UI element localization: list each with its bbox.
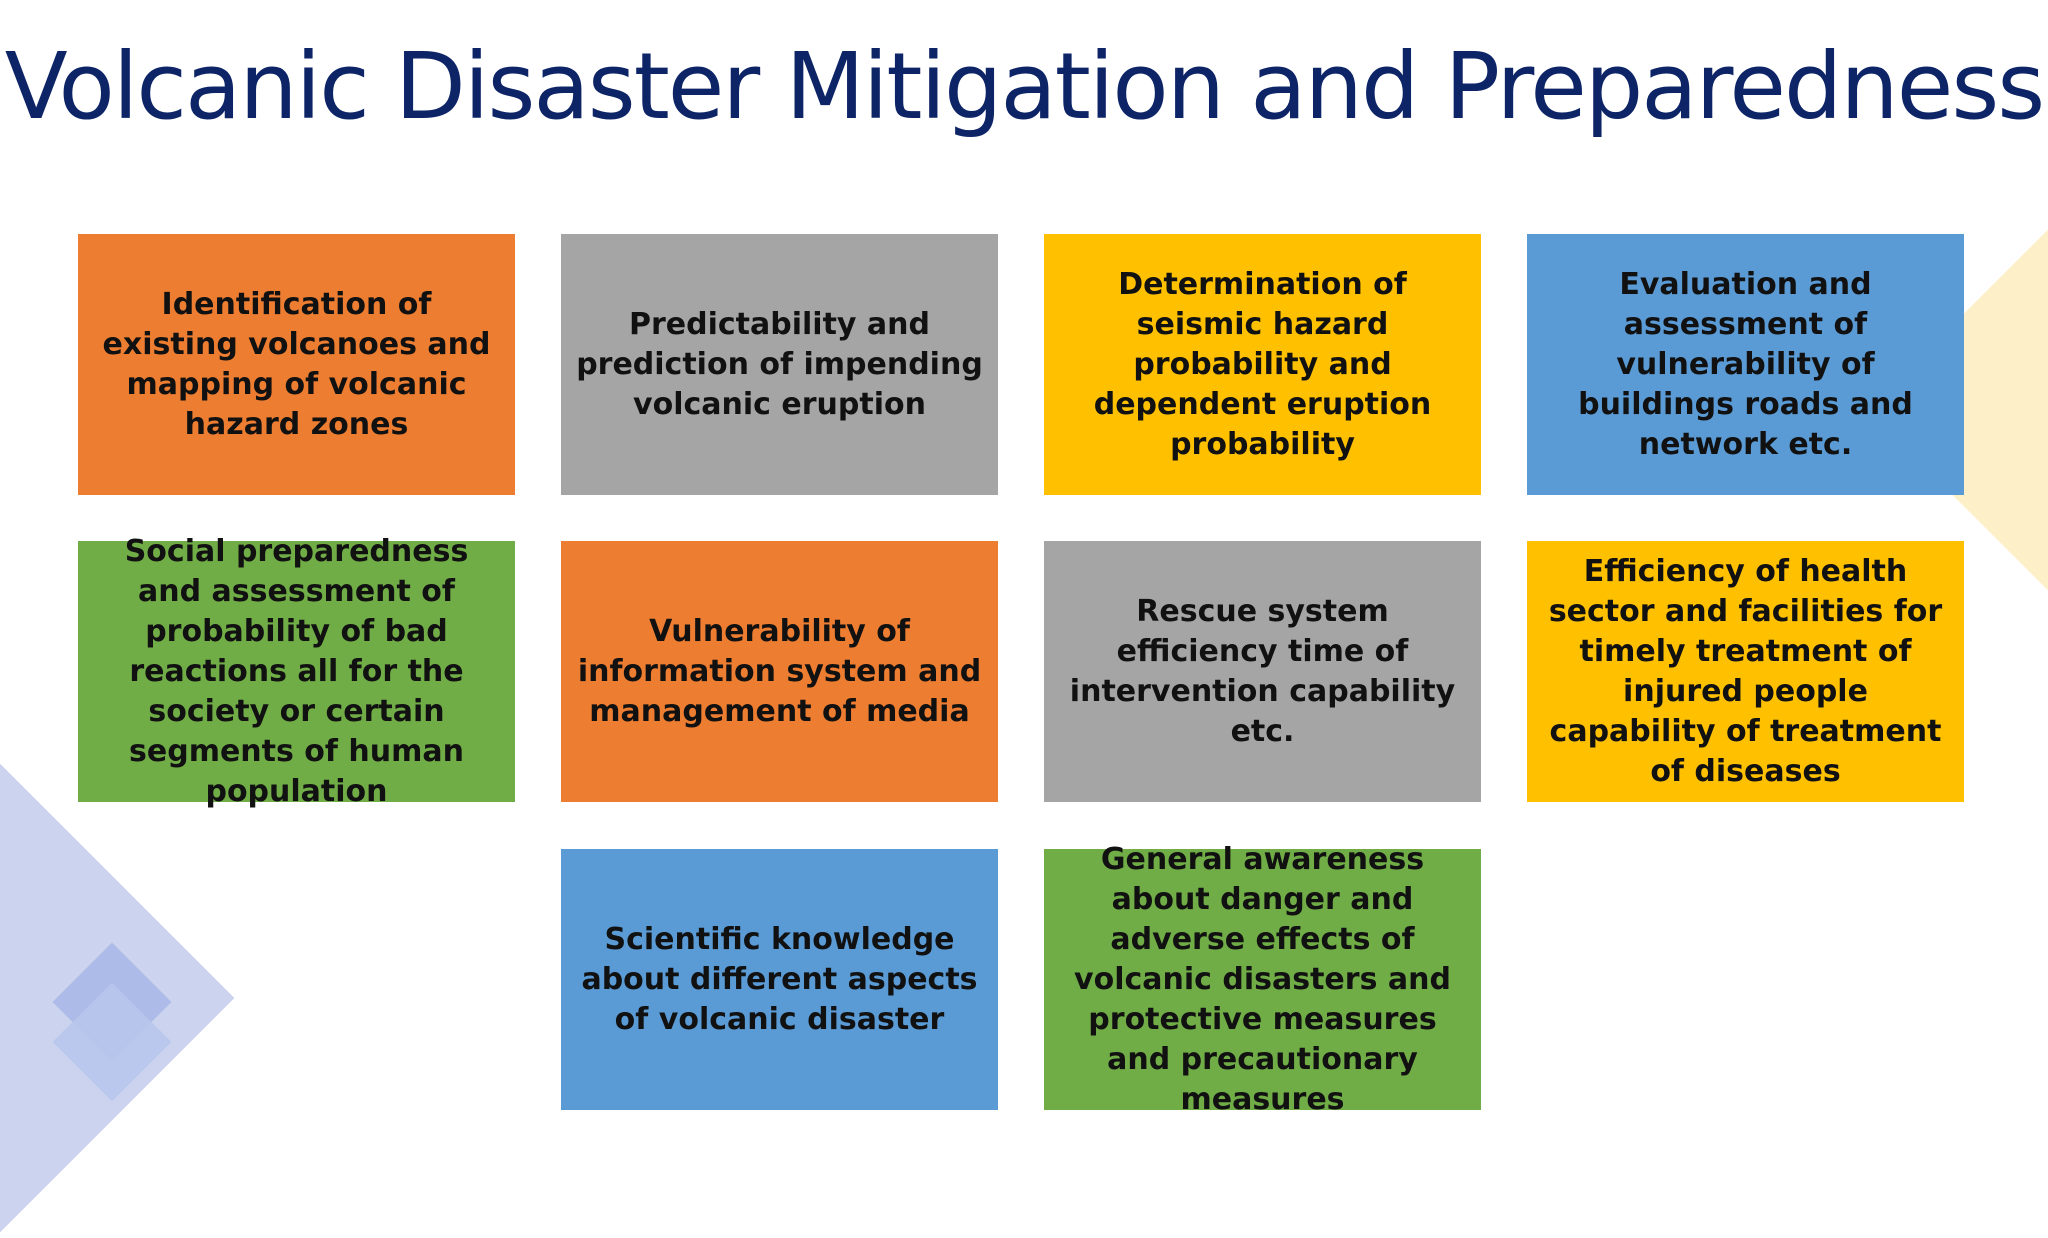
tile-scientific-knowledge	[561, 849, 998, 1110]
tile-label: Efficiency of health sector and facilities for timely treatment of injured people capability of treatment of diseases	[1548, 553, 1943, 789]
tile-label: Evaluation and assessment of vulnerability of buildings roads and network etc.	[1578, 266, 1913, 462]
tile-label: General awareness about danger and adverse effects of volcanic disasters and protective measures and precautionary measures	[1074, 841, 1451, 1117]
tile-social-preparedness	[78, 533, 515, 809]
tile-identification-of-volcanoes	[78, 234, 515, 495]
tile-rescue-system-efficiency	[1044, 541, 1481, 802]
tile-label: Scientific knowledge about different aspects of volcanic disaster	[581, 921, 978, 1037]
tile-label: Identification of existing volcanoes and mapping of volcanic hazard zones	[102, 286, 491, 442]
tile-seismic-hazard-probability	[1044, 234, 1481, 495]
tile-prediction-of-eruption	[561, 234, 998, 495]
tile-label: Rescue system efficiency time of intervention capability etc.	[1069, 593, 1456, 749]
tile-vulnerability-of-buildings	[1527, 234, 1964, 495]
tile-general-awareness	[1044, 841, 1481, 1117]
tile-information-system-vulnerability	[561, 541, 998, 802]
tile-health-sector-efficiency	[1527, 541, 1964, 802]
tile-label: Determination of seismic hazard probability and dependent eruption probability	[1093, 266, 1432, 462]
tile-label: Social preparedness and assessment of probability of bad reactions all for the society or certain segments of human population	[124, 533, 469, 809]
tile-label: Predictability and prediction of impending volcanic eruption	[576, 306, 983, 422]
slide-title: Volcanic Disaster Mitigation and Preparedness	[4, 33, 2044, 140]
tile-label: Vulnerability of information system and management of media	[577, 613, 982, 729]
